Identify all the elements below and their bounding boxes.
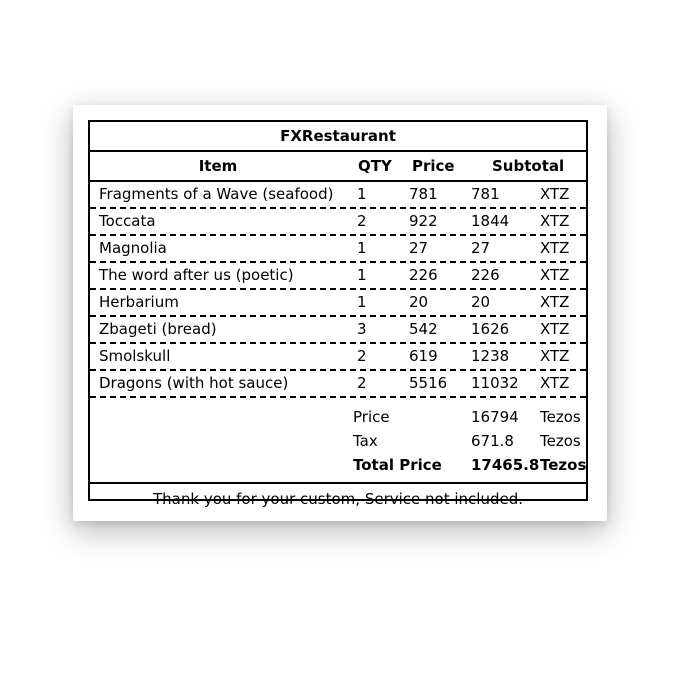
line-item	[90, 344, 586, 371]
total-value: 17465.8	[471, 456, 540, 474]
restaurant-title: FXRestaurant	[90, 122, 586, 152]
header-subtotal: Subtotal	[492, 157, 565, 175]
item-price: 226	[409, 266, 438, 284]
receipt	[88, 120, 588, 508]
line-item	[90, 209, 586, 236]
item-currency: XTZ	[540, 212, 570, 230]
item-name: Zbageti (bread)	[99, 320, 217, 338]
item-name: Magnolia	[99, 239, 167, 257]
price-label: Price	[353, 408, 390, 426]
tax-value: 671.8	[471, 432, 514, 450]
line-item	[90, 182, 586, 209]
item-subtotal: 1844	[471, 212, 510, 230]
item-subtotal: 1626	[471, 320, 510, 338]
item-price: 20	[409, 293, 429, 311]
item-name: Fragments of a Wave (seafood)	[99, 185, 334, 203]
item-currency: XTZ	[540, 239, 570, 257]
item-qty: 3	[357, 320, 367, 338]
item-qty: 2	[357, 347, 367, 365]
receipt-paper	[73, 105, 607, 521]
item-currency: XTZ	[540, 320, 570, 338]
item-price: 27	[409, 239, 429, 257]
line-item	[90, 263, 586, 290]
item-qty: 1	[357, 293, 367, 311]
item-subtotal: 1238	[471, 347, 510, 365]
tax-row	[90, 429, 586, 453]
item-price: 542	[409, 320, 438, 338]
line-item	[90, 317, 586, 344]
item-name: Dragons (with hot sauce)	[99, 374, 289, 392]
item-name: Toccata	[99, 212, 156, 230]
item-currency: XTZ	[540, 266, 570, 284]
item-name: Herbarium	[99, 293, 179, 311]
item-price: 781	[409, 185, 438, 203]
header-price: Price	[412, 157, 455, 175]
item-qty: 2	[357, 374, 367, 392]
item-qty: 2	[357, 212, 367, 230]
item-name: The word after us (poetic)	[99, 266, 294, 284]
item-currency: XTZ	[540, 293, 570, 311]
item-currency: XTZ	[540, 185, 570, 203]
line-item	[90, 290, 586, 317]
total-label: Total Price	[353, 456, 442, 474]
price-value: 16794	[471, 408, 519, 426]
header-qty: QTY	[358, 157, 392, 175]
item-currency: XTZ	[540, 374, 570, 392]
item-price: 619	[409, 347, 438, 365]
item-subtotal: 20	[471, 293, 491, 311]
item-price: 5516	[409, 374, 448, 392]
totals-section	[90, 398, 586, 484]
item-qty: 1	[357, 239, 367, 257]
item-subtotal: 226	[471, 266, 500, 284]
total-currency: Tezos	[540, 456, 587, 474]
column-headers	[90, 152, 586, 182]
item-qty: 1	[357, 266, 367, 284]
grand-total-row	[90, 453, 586, 477]
tax-label: Tax	[353, 432, 378, 450]
line-item	[90, 236, 586, 263]
item-price: 922	[409, 212, 438, 230]
item-name: Smolskull	[99, 347, 171, 365]
footer-message: Thank you for your custom, Service not included.	[153, 490, 523, 508]
item-currency: XTZ	[540, 347, 570, 365]
price-currency: Tezos	[540, 408, 581, 426]
line-item	[90, 371, 586, 398]
header-item: Item	[198, 157, 238, 175]
item-subtotal: 11032	[471, 374, 519, 392]
item-subtotal: 781	[471, 185, 500, 203]
tax-currency: Tezos	[540, 432, 581, 450]
item-qty: 1	[357, 185, 367, 203]
item-subtotal: 27	[471, 239, 491, 257]
price-total-row	[90, 405, 586, 429]
